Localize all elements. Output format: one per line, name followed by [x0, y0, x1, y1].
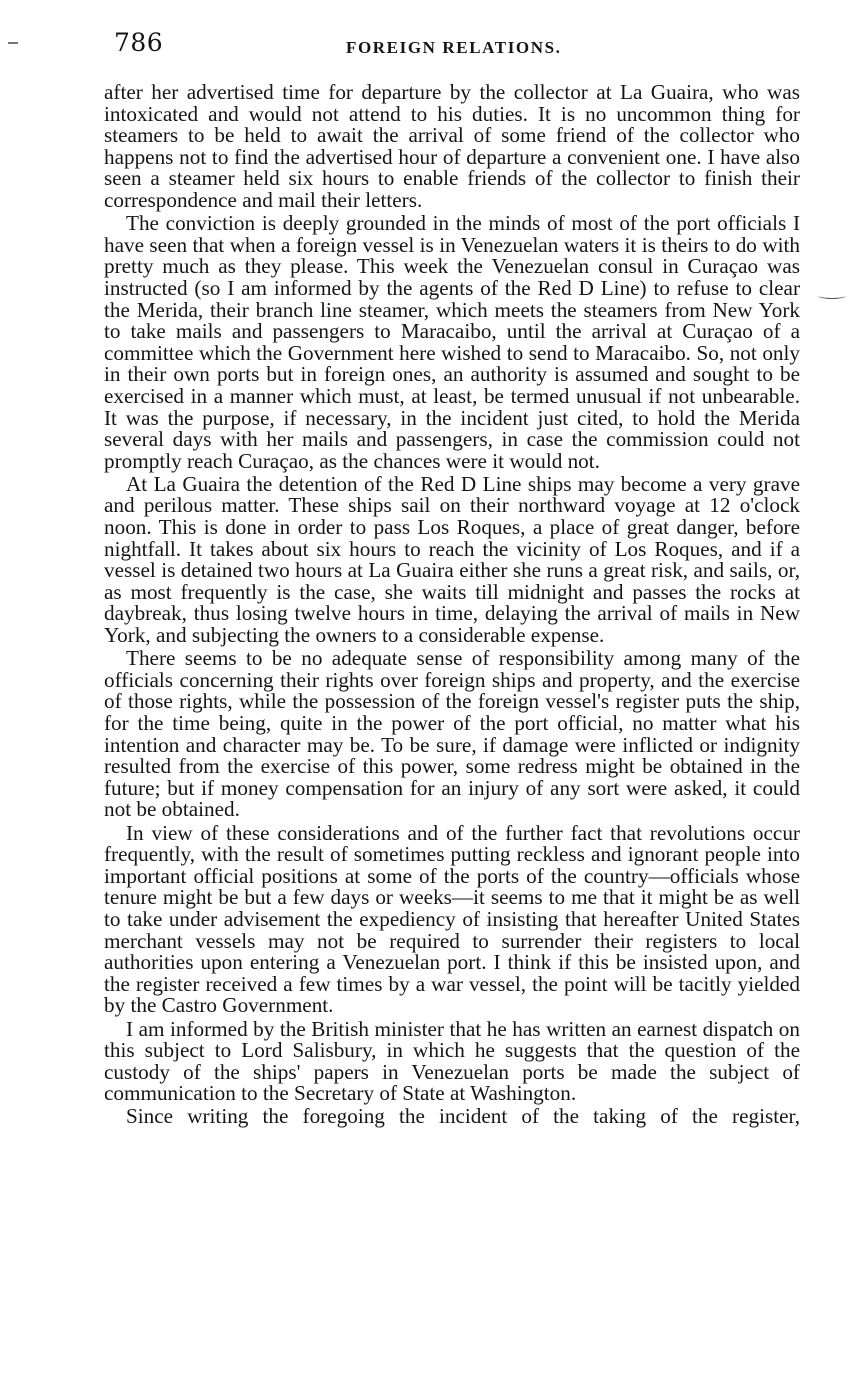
running-head: FOREIGN RELATIONS. — [346, 38, 562, 57]
paragraph: The conviction is deeply grounded in the minds of most of the port officials I have seen that when a foreign vessel is in Venezuelan waters it is theirs to do with pretty much as they please. This week the Venezuelan consul in Curaçao was instructed (so I am informed by the agents of the Red D Line) to refuse to clear the Merida, their branch line steamer, which meets the steamers from New York to take mails and passengers to Maracaibo, until the arrival at Curaçao of a committee which the Government here wished to send to Maracaibo. So, not only in their own ports but in foreign ones, an authority is assumed and sought to be exercised in a manner which must, at least, be termed unusual if not unbearable. It was the purpose, if necessary, in the incident just cited, to hold the Merida several days with her mails and passengers, in case the commission could not promptly reach Curaçao, as the chances were it would not. — [104, 211, 800, 473]
page-header — [114, 28, 800, 68]
page-number: 786 — [114, 28, 164, 57]
paragraph: In view of these considerations and of the further fact that revolutions occur frequently, with the result of sometimes putting reckless and ignorant people into important official positions at some of the ports of the country—officials whose tenure might be but a few days or weeks—it seems to me that it might be as well to take under advisement the expediency of insisting that hereafter United States merchant vessels may not be required to surrender their registers to local authorities upon entering a Venezuelan port. I think if this be insisted upon, and the register received a few times by a war vessel, the point will be tacitly yielded by the Castro Government. — [104, 820, 800, 1018]
paragraph: I am informed by the British minister that he has written an earnest dispatch on this subject to Lord Salisbury, in which he suggests that the question of the custody of the ships' papers in Venezuelan ports be made the subject of communication to the Secretary of State at Washington. — [104, 1016, 800, 1106]
paragraph: after her advertised time for departure by the collector at La Guaira, who was intoxicated and would not attend to his duties. It is no uncommon thing for steamers to be held to await the arrival of some friend of the collector who happens not to find the advertised hour of departure a convenient one. I have also seen a steamer held six hours to enable friends of the collector to finish their correspondence and mail their letters. — [104, 80, 800, 212]
paragraph: At La Guaira the detention of the Red D Line ships may become a very grave and perilous matter. These ships sail on their northward voyage at 12 o'clock noon. This is done in order to pass Los Roques, a place of great danger, before nightfall. It takes about six hours to reach the vicinity of Los Roques, and if a vessel is detained two hours at La Guaira either she runs a great risk, and sails, or, as most frequently is the case, she waits till midnight and passes the rocks at daybreak, thus losing twelve hours in time, delaying the arrival of mails in New York, and subjecting the owners to a considerable expense. — [104, 471, 800, 648]
body-text — [104, 82, 800, 1130]
margin-mark — [8, 42, 18, 44]
margin-mark — [818, 292, 846, 299]
paragraph: Since writing the foregoing the incident of the taking of the register, — [126, 1104, 800, 1129]
paragraph: There seems to be no adequate sense of responsibility among many of the officials concerning their rights over foreign ships and property, and the exercise of those rights, while the possession of the foreign vessel's register puts the ship, for the time being, quite in the power of the port official, no matter what his intention and character may be. To be sure, if damage were inflicted or indignity resulted from the exercise of this power, some redress might be obtained in the future; but if money compensation for an injury of any sort were asked, it could not be obtained. — [104, 646, 800, 822]
